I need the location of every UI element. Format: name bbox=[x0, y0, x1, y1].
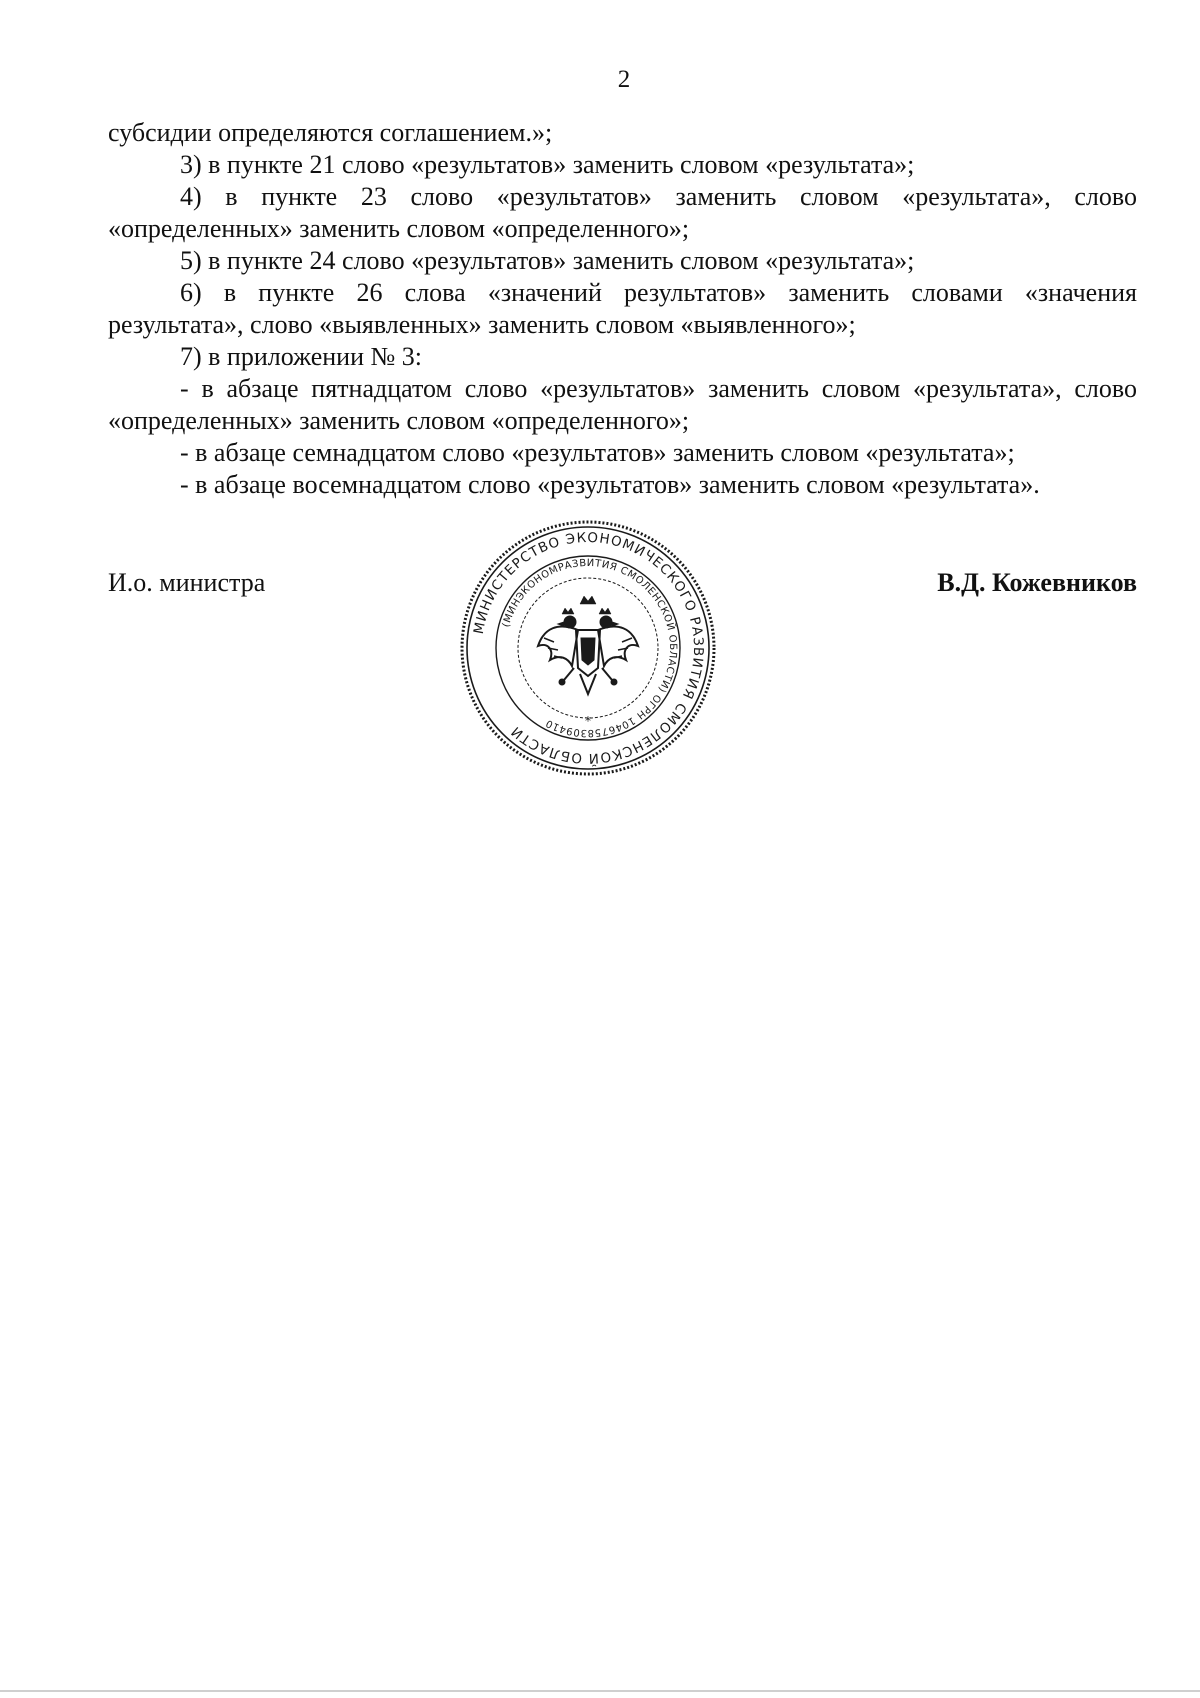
paragraph-item-5: 5) в пункте 24 слово «результатов» заменить словом «результата»; bbox=[180, 246, 915, 275]
paragraph-sub-17: - в абзаце семнадцатом слово «результатов» заменить словом «результата»; bbox=[180, 438, 1015, 467]
official-seal bbox=[458, 518, 718, 778]
signatory-title: И.о. министра bbox=[108, 568, 266, 597]
paragraph-item-7: 7) в приложении № 3: bbox=[180, 342, 423, 371]
paragraph-item-3: 3) в пункте 21 слово «результатов» заменить словом «результата»; bbox=[180, 150, 915, 179]
paragraph-item-4: 4) в пункте 23 слово «результатов» заменить словом «результата», слово «определенных» заменить словом «определенного»; bbox=[108, 182, 1137, 243]
paragraph-continuation: субсидии определяются соглашением.»; bbox=[108, 118, 553, 147]
page-bottom-edge bbox=[0, 1690, 1200, 1692]
svg-text:МИНИСТЕРСТВО ЭКОНОМИЧЕСКОГО РА: МИНИСТЕРСТВО ЭКОНОМИЧЕСКОГО РАЗВИТИЯ СМОЛЕНСКОЙ ОБЛАСТИ bbox=[470, 529, 707, 767]
paragraph-item-6: 6) в пункте 26 слова «значений результатов» заменить словами «значения результата», слово «выявленных» заменить словом «выявленного»; bbox=[108, 278, 1137, 339]
svg-text:(МИНЭКОНОМРАЗВИТИЯ СМОЛЕНСКОЙ: (МИНЭКОНОМРАЗВИТИЯ СМОЛЕНСКОЙ ОБЛАСТИ) ОГРН 1046758309410 bbox=[500, 557, 679, 739]
document-body bbox=[108, 117, 1137, 501]
svg-text:*: * bbox=[585, 714, 591, 728]
page-number: 2 bbox=[617, 66, 631, 93]
double-headed-eagle-icon bbox=[538, 596, 638, 694]
signatory-name: В.Д. Кожевников bbox=[937, 568, 1137, 597]
paragraph-sub-18: - в абзаце восемнадцатом слово «результатов» заменить словом «результата». bbox=[180, 470, 1040, 499]
paragraph-sub-15: - в абзаце пятнадцатом слово «результатов» заменить словом «результата», слово «определенных» заменить словом «определенного»; bbox=[108, 374, 1137, 435]
